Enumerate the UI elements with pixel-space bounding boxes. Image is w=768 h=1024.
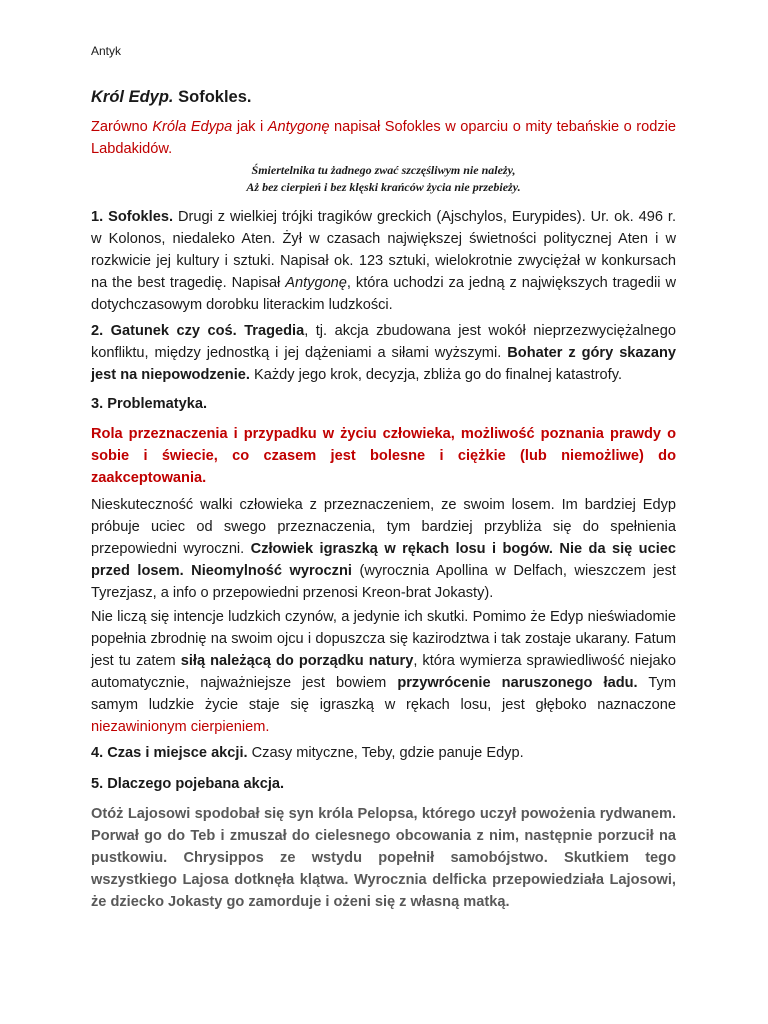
epigraph-quote [91, 162, 676, 196]
section-3-paragraph-3 [91, 606, 676, 738]
section-4-heading: 4. Czas i miejsce akcji. [91, 745, 248, 761]
section-3-p3-text-2: , która wymierza sprawiedliwość niejako automatycznie, najważniejsze jest bowiem [91, 653, 676, 691]
section-2-paragraph [91, 320, 676, 386]
section-2-text-2: Każdy jego krok, decyzja, zbliża go do finalnej katastrofy. [249, 367, 622, 383]
page-title [91, 86, 251, 108]
section-3-red-paragraph [91, 423, 676, 489]
page-header: Antyk [91, 44, 122, 58]
intro-title-1: Króla Edypa [152, 119, 233, 135]
quote-line-2: Aż bez cierpień i bez klęski krańców życia nie przebieży. [246, 180, 521, 194]
section-3-p3-bold-2: przywrócenie naruszonego ładu. [397, 675, 638, 691]
section-1-italic: Antygonę [285, 275, 347, 291]
section-5-heading-text: 5. Dlaczego pojebana akcja. [91, 776, 285, 792]
section-3-p2-text-1: Nieskuteczność walki człowieka z przeznaczeniem, ze swoim losem. Im bardziej Edyp próbuje uciec od swego przeznaczenia, tym bardziej przybliża się do spełnienia przepowiedni wyroczni. [91, 497, 676, 557]
section-5-heading [91, 773, 676, 795]
section-1-text-1: Drugi z wielkiej trójki tragików greckich (Ajschylos, Eurypides). Ur. ok. 496 r. w Kolonos, niedaleko Aten. Żył w czasach największej świetności politycznej Aten i w rozkwicie jej kultury i sztuki. Napisał ok. 123 sztuki, wielokrotnie zwyciężał w konkursach na the best tragedię. Napisał [91, 209, 676, 291]
section-3-heading-text: 3. Problematyka. [91, 396, 207, 412]
section-5-gray-paragraph [91, 803, 676, 913]
section-2-heading: 2. Gatunek czy coś. Tragedia [91, 323, 305, 339]
section-4-paragraph [91, 742, 676, 764]
section-3-paragraph-2 [91, 494, 676, 604]
section-1-heading: 1. Sofokles. [91, 209, 173, 225]
section-4-text: Czasy mityczne, Teby, gdzie panuje Edyp. [247, 745, 524, 761]
section-5-gray-text: Otóż Lajosowi spodobał się syn króla Pelopsa, którego uczył powożenia rydwanem. Porwał go do Teb i zmuszał do cielesnego obcowania z nim, następnie porzucił na pustkowiu. Chrysippos ze wstydu popełnił samobójstwo. Skutkiem tego wszystkiego Lajosa dotknęła klątwa. Wyrocznia delficka przepowiedziała Lajosowi, że dziecko Jokasty go zamorduje i ożeni się z własną matką. [91, 806, 676, 910]
intro-title-2: Antygonę [267, 119, 330, 135]
section-3-p3-text-3: Tym samym ludzkie życie staje się igraszką w rękach losu, jest głęboko naznaczone [91, 675, 676, 713]
section-3-p2-text-2: (wyrocznia Apollina w Delfach, wieszczem jest Tyrezjasz, a info o przepowiedni przenosi Kreon-brat Jokasty). [91, 563, 676, 601]
section-3-p3-text-1: Nie liczą się intencje ludzkich czynów, a jedynie ich skutki. Pomimo że Edyp nieświadomie popełnia zbrodnię na swoim ojcu i dopuszcza się kazirodztwa i tak zostaje ukarany. Fatum jest tu zatem [91, 609, 676, 669]
section-2-bold: Bohater z góry skazany jest na niepowodzenie. [91, 345, 676, 383]
section-1-paragraph [91, 206, 676, 316]
section-3-heading [91, 393, 676, 415]
section-2-text-1: , tj. akcja zbudowana jest wokół nieprzezwyciężalnego konfliktu, między jednostką i jej dążeniami a siłami wyższymi. [91, 323, 676, 361]
intro-text-3: napisał Sofokles w oparciu o mity tebańskie o rodzie Labdakidów. [91, 119, 677, 157]
section-3-p3-bold-1: siłą należącą do porządku natury [180, 653, 414, 669]
intro-text-2: jak i [232, 119, 268, 135]
section-3-p3-red: niezawinionym cierpieniem. [91, 719, 270, 735]
title-author: Sofokles. [178, 88, 252, 106]
title-work: Król Edyp. [91, 88, 174, 106]
section-1-text-2: , która uchodzi za jedną z największych tragedii w dotychczasowym dorobku literackim ludzkości. [91, 275, 676, 313]
section-3-p2-bold: Człowiek igraszką w rękach losu i bogów. Nie da się uciec przed losem. Nieomylność wyroczni [91, 541, 676, 579]
intro-text-1: Zarówno [91, 119, 153, 135]
section-3-red-text: Rola przeznaczenia i przypadku w życiu człowieka, możliwość poznania prawdy o sobie i świecie, co czasem jest bolesne i ciężkie (lub niemożliwe) do zaakceptowania. [91, 426, 676, 486]
quote-line-1: Śmiertelnika tu żadnego zwać szczęśliwym nie należy, [251, 163, 516, 177]
intro-paragraph [91, 116, 676, 160]
